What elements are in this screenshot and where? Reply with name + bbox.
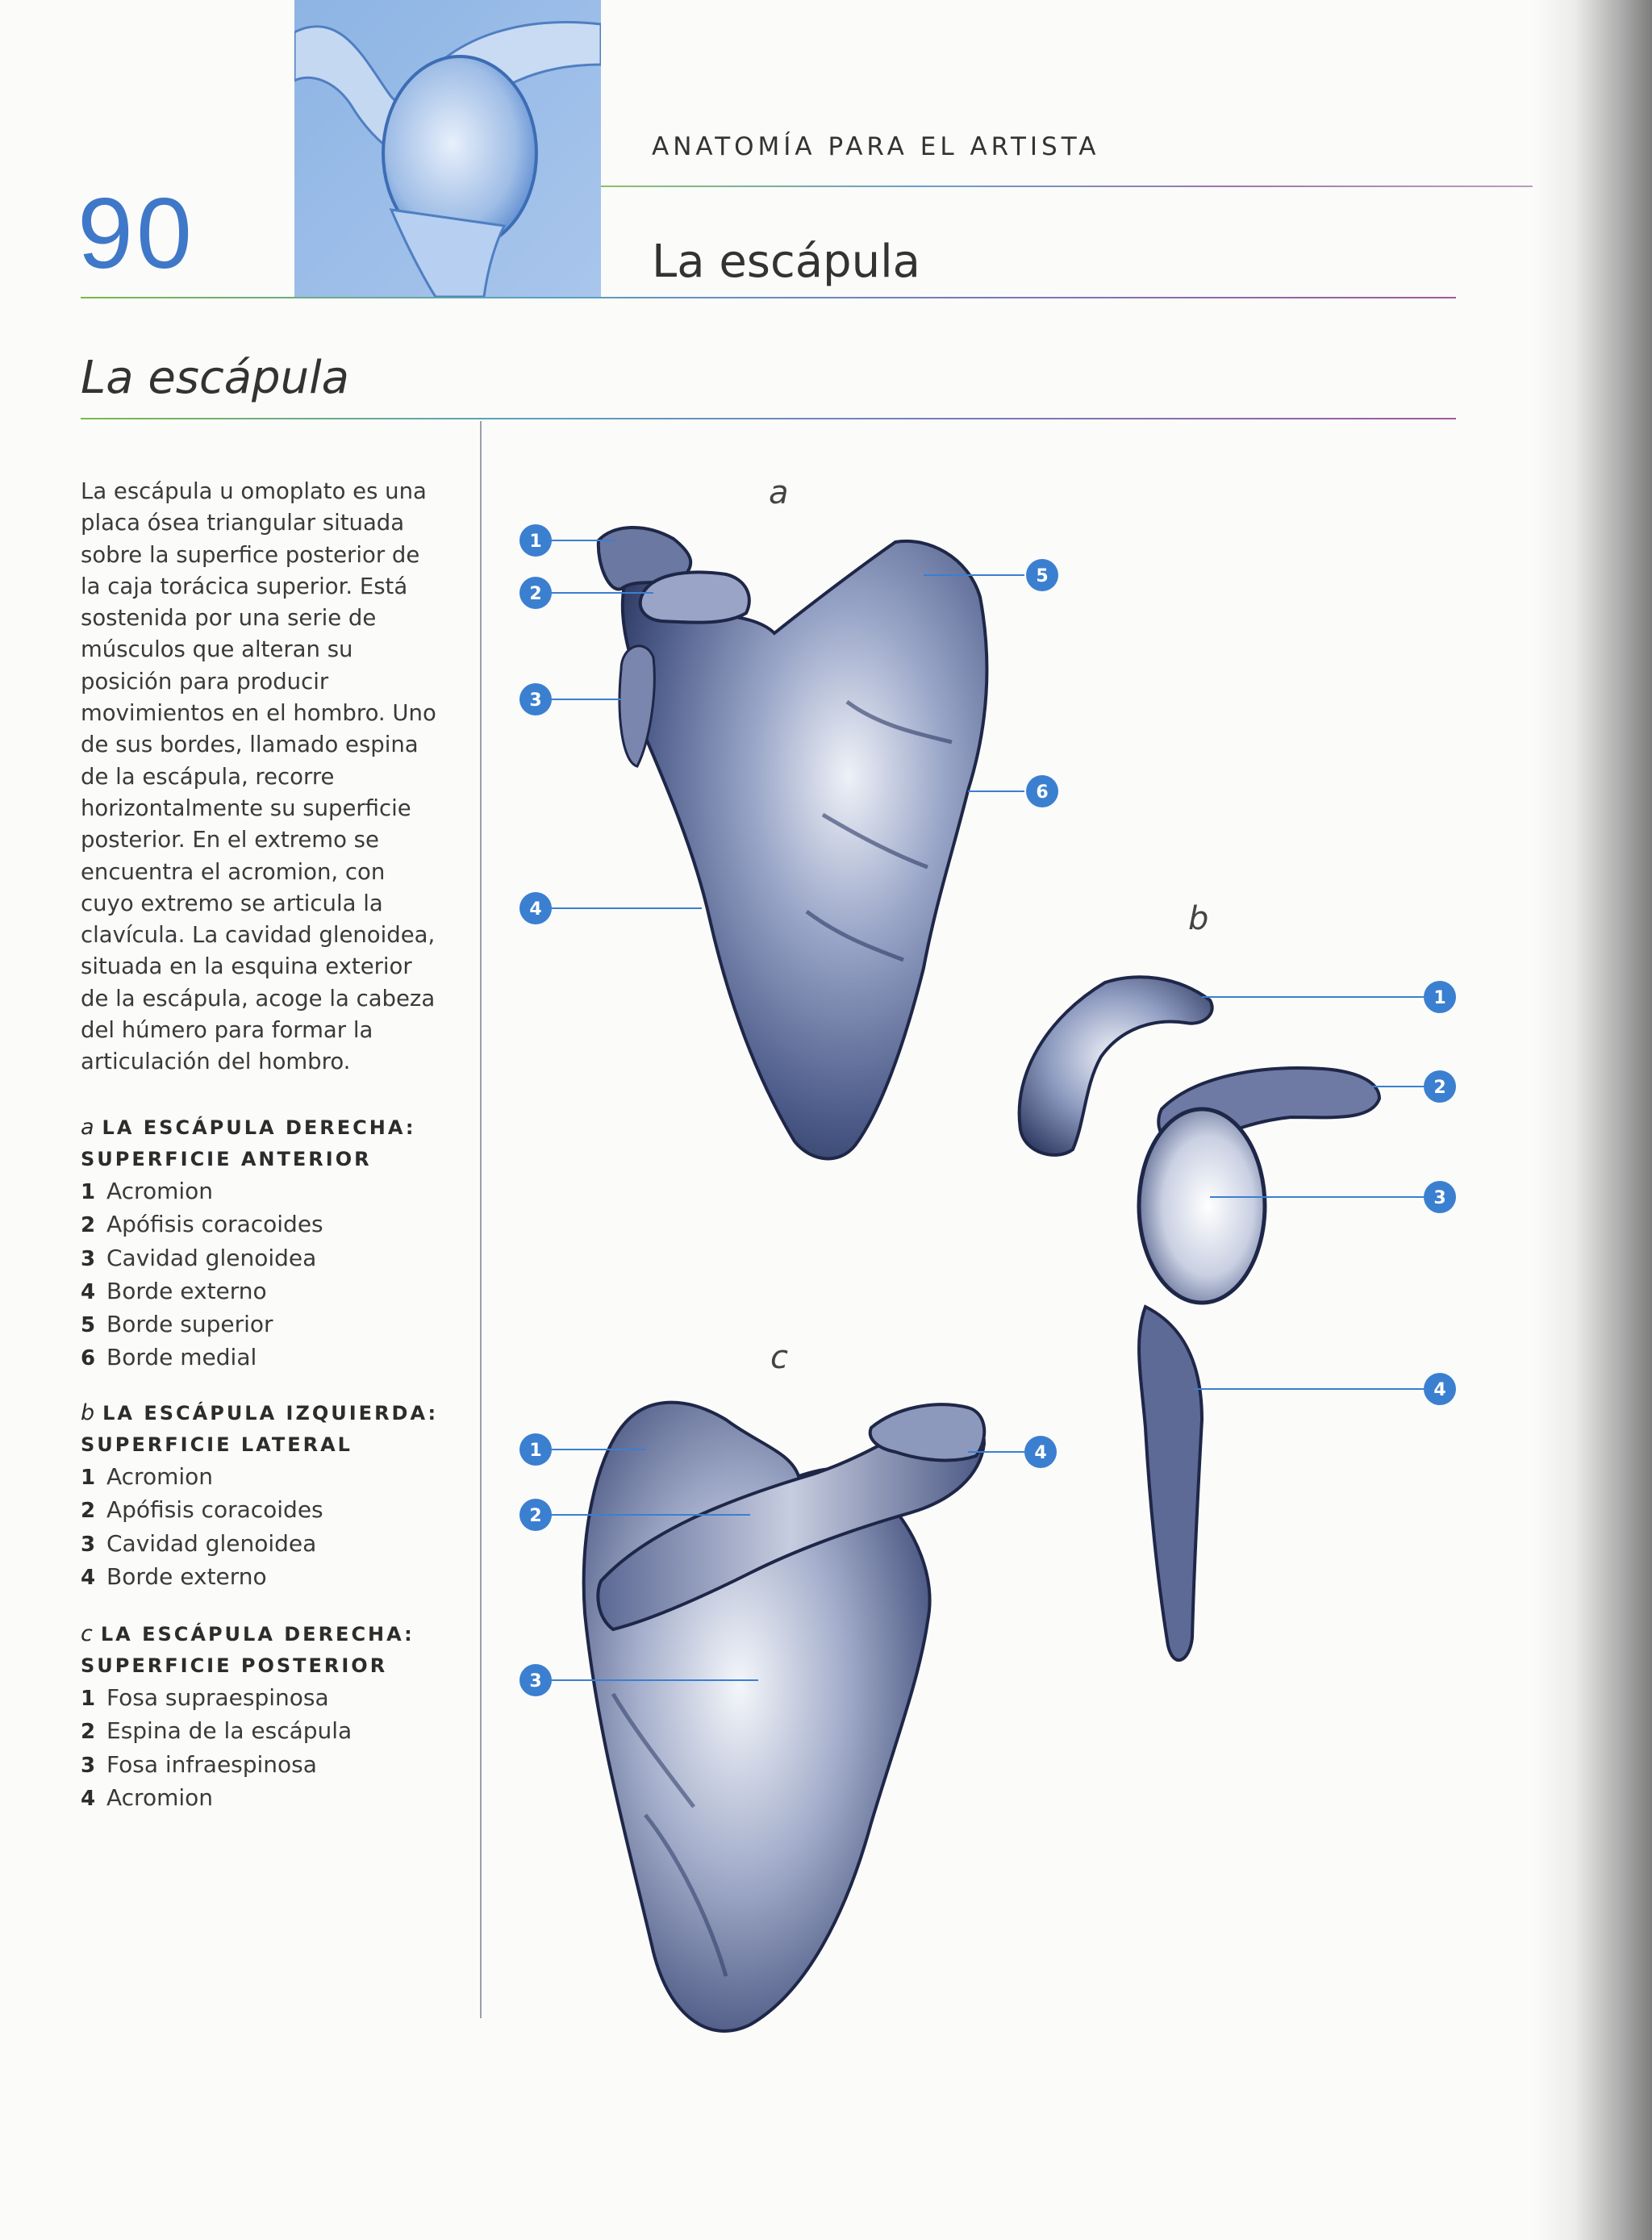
legend-heading-line2: SUPERFICIE POSTERIOR — [81, 1654, 388, 1677]
callout-marker — [1424, 1070, 1456, 1103]
callout-number: 1 — [529, 532, 542, 552]
figure-c-scapula-posterior — [584, 1403, 985, 2031]
legend-item-label: Borde externo — [106, 1277, 267, 1304]
figure-label-c: c — [770, 1339, 788, 1376]
legend-item-label: Borde externo — [106, 1562, 267, 1590]
scapula-b-blade — [1139, 1307, 1202, 1660]
figure-b-callouts — [1424, 981, 1456, 1405]
legend-item-label: Espina de la escápula — [106, 1717, 353, 1745]
callout-marker — [519, 1499, 552, 1531]
page-number: 90 — [77, 178, 195, 290]
running-head: ANATOMÍA PARA EL ARTISTA — [652, 132, 1100, 161]
legend-item-number: 4 — [81, 1279, 96, 1304]
callout-marker — [1424, 1373, 1456, 1405]
legend-item-number: 3 — [81, 1532, 96, 1557]
legend-letter: c — [81, 1621, 93, 1646]
legend-item-number: 1 — [81, 1687, 96, 1711]
legend-heading-line2: SUPERFICIE ANTERIOR — [81, 1148, 372, 1170]
figure-label-b: b — [1188, 900, 1209, 937]
scapula-b-glenoid-cavity — [1139, 1109, 1265, 1303]
callout-marker — [519, 577, 552, 609]
callout-marker — [519, 524, 552, 557]
figure-label-a: a — [769, 474, 789, 511]
callout-number: 2 — [529, 584, 542, 604]
intro-paragraph: La escápula u omoplato es una placa ósea triangular situada sobre la superfice posterior de la caja torácica superior. Está sostenida por una serie de músculos que alteran su posición para producir movimientos en el hombro. Uno de sus bordes, llamado espina de la escápula, recorre horizontalmente su superficie posterior. En el extremo se encuentra el acromion, con cuyo extremo se articula la clavícula. La cavidad glenoidea, situada en la esquina exterior de la escápula, acoge la cabeza del húmero para formar la articulación del hombro. — [81, 478, 436, 1075]
legend-item-label: Apófisis coracoides — [106, 1496, 323, 1524]
section-title: La escápula — [81, 352, 349, 404]
legend-item-number: 5 — [81, 1313, 96, 1338]
figure-a-scapula-anterior — [599, 528, 987, 1158]
callout-number: 3 — [529, 690, 542, 711]
callout-marker — [1424, 981, 1456, 1013]
callout-marker — [519, 1433, 552, 1466]
legend-heading-line2: SUPERFICIE LATERAL — [81, 1433, 353, 1456]
page-title: La escápula — [652, 236, 920, 288]
legend-letter: a — [81, 1115, 94, 1140]
legend-item-number: 1 — [81, 1466, 96, 1490]
legend-heading-line1: LA ESCÁPULA DERECHA: — [102, 1116, 416, 1139]
figure-b-scapula-lateral — [1020, 977, 1379, 1660]
legend-item-label: Borde superior — [106, 1311, 273, 1338]
callout-number: 2 — [1433, 1078, 1446, 1098]
legend-heading-line1: LA ESCÁPULA IZQUIERDA: — [102, 1402, 439, 1425]
legend-item-number: 3 — [81, 1753, 96, 1778]
legend-item-number: 3 — [81, 1246, 96, 1271]
callout-number: 1 — [1433, 988, 1446, 1008]
callout-number: 4 — [1034, 1443, 1047, 1463]
scapula-a-body — [622, 541, 987, 1159]
callout-marker — [1424, 1181, 1456, 1213]
callout-number: 2 — [529, 1506, 542, 1526]
callout-marker — [1024, 1436, 1057, 1468]
legend-item-label: Cavidad glenoidea — [106, 1244, 317, 1271]
callout-number: 5 — [1036, 566, 1049, 586]
legend-item-number: 6 — [81, 1346, 96, 1371]
callout-marker — [519, 892, 552, 924]
callout-number: 4 — [529, 899, 542, 920]
callout-number: 4 — [1433, 1380, 1446, 1400]
legend-item-label: Apófisis coracoides — [106, 1211, 323, 1238]
legend-item-label: Cavidad glenoidea — [106, 1529, 317, 1557]
legend-item-number: 1 — [81, 1180, 96, 1204]
callout-number: 3 — [1433, 1188, 1446, 1208]
callout-marker — [1026, 775, 1058, 807]
callout-number: 3 — [529, 1671, 542, 1691]
legend-heading-line1: LA ESCÁPULA DERECHA: — [100, 1623, 415, 1646]
legend-item-label: Acromion — [106, 1783, 214, 1811]
legend-item-number: 4 — [81, 1786, 96, 1811]
legend-item-label: Acromion — [106, 1178, 214, 1204]
legend-item-label: Fosa supraespinosa — [106, 1684, 329, 1711]
callout-marker — [519, 1664, 552, 1696]
legend-item-number: 2 — [81, 1499, 96, 1524]
legend-item-label: Fosa infraespinosa — [106, 1750, 317, 1778]
legend-item-label: Borde medial — [106, 1344, 257, 1371]
legend-item-number: 2 — [81, 1213, 96, 1238]
callout-number: 1 — [529, 1441, 542, 1461]
callout-number: 6 — [1036, 782, 1049, 803]
legend-item-number: 2 — [81, 1720, 96, 1745]
scapula-a-coracoid — [640, 572, 749, 622]
callout-marker — [519, 683, 552, 715]
legend-item-number: 4 — [81, 1565, 96, 1590]
callout-marker — [1026, 559, 1058, 591]
legend-item-label: Acromion — [106, 1463, 214, 1490]
legend-letter: b — [81, 1400, 95, 1425]
